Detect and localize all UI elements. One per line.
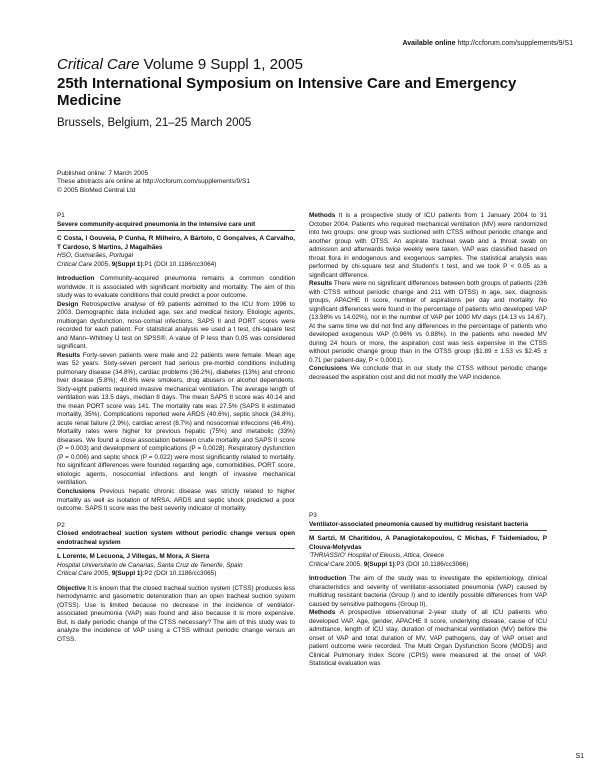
abstract-id: P1 — [57, 212, 65, 219]
section-label: Conclusions — [309, 365, 348, 373]
abstract-id: P3 — [309, 512, 317, 519]
abstract-id: P2 — [57, 521, 65, 529]
citation-journal: Critical Care — [57, 260, 93, 268]
citation-year: 2005, — [92, 260, 112, 268]
section-label: Introduction — [57, 275, 95, 283]
citation — [57, 261, 295, 270]
section-text: There were no significant differences between both groups of patients (236 with CTSS without periodic change and 211 with OTSS) in age, sex, diagnosis groups, APACHE II score, number of aspirations per day and mortality. No significant differences were found in the percentage of patients who developed VAP (13.98% vs 14.02%), nor in the number of VAP per 1000 MV days (14.13 vs 14.67). At the same time we did not find any differences in the percentage of patients who developed exogenous VAP (0.96% vs 0.88%). In the patients who needed MV during 24 hours or more, the aspiration cost was less expensive in the CTSS without periodic change group than in the OTSS group ($1.89 ± 1.53 vs $2.45 ± 0.71 per patient-day, P < 0.0001). — [309, 280, 547, 364]
section-conclusions — [57, 488, 295, 514]
section-results — [57, 352, 295, 488]
title-rule — [309, 530, 547, 531]
journal-name: Critical Care — [57, 56, 140, 73]
title-rule — [57, 230, 295, 231]
citation-year: 2005, — [92, 570, 112, 578]
section-objective — [57, 585, 295, 645]
citation — [57, 570, 295, 579]
publication-info — [57, 170, 250, 195]
page-number: S1 — [575, 753, 584, 760]
author-list: M Sartzi, M Charitidou, A Panagiotakopoulou, C Michas, F Tsidemiadou, P Clouva-Molyvdas — [309, 535, 547, 551]
journal-line — [57, 56, 303, 73]
copyright: © 2005 BioMed Central Ltd — [57, 186, 136, 194]
citation-doi[interactable]: :P2 (DOI 10.1186/cc3065) — [142, 570, 217, 578]
available-url[interactable]: http://ccforum.com/supplements/9/S1 — [457, 40, 573, 47]
page-title: 25th International Symposium on Intensive Care and Emergency Medicine — [57, 75, 517, 109]
affiliation: HSO, Guimarães, Portugal — [57, 252, 134, 260]
section-label: Methods — [309, 212, 336, 219]
section-label: Introduction — [309, 575, 347, 583]
citation-volume: 9(Suppl 1) — [111, 260, 143, 268]
section-text: Previous hepatic chronic disease was strictly related to higher mortality as well as isolation of MRSA. ARDS and septic shock predicted a poor outcome. SAPS II score was the best severity indicator of mortality. — [57, 487, 295, 513]
availability-line — [402, 40, 573, 47]
citation-doi[interactable]: :P3 (DOI 10.1186/cc3066) — [394, 560, 469, 568]
section-label: Conclusions — [57, 487, 96, 495]
section-text: We conclude that in our study the CTSS without periodic change decreased the aspiration cost and did not modify the VAP incidence. — [309, 365, 547, 381]
section-results — [309, 280, 547, 365]
journal-issue: Volume 9 Suppl 1, 2005 — [139, 56, 303, 73]
citation-journal: Critical Care — [57, 570, 93, 578]
citation — [309, 561, 547, 570]
section-text: Retrospective analyse of 69 patients admitted to the ICU from 1996 to 2003. Demographic data included age, sex and medical history. Etiologic agents, multiorgan dysfunction, noso-comial infections, SAPS II and PORT scores were recorded for each patient. For statistical analysis we used a t test, chi-square test and Mann–Whitney U test on SPSS®. A value of P less than 0.05 was considered significant. — [57, 300, 295, 351]
section-label: Results — [309, 280, 333, 288]
section-label: Design — [57, 300, 79, 308]
section-label: Objective — [57, 584, 86, 592]
affiliation: 'THRIASSIO' Hospital of Eleusis, Attica, Greece — [309, 552, 445, 560]
section-text: Community-acquired pneumonia remains a common condition worldwide. It is associated with significant morbidity and mortality. The aim of this study was to evaluate conditions that could predict a poor outcome. — [57, 275, 295, 300]
section-methods — [309, 609, 547, 669]
right-column-p3 — [309, 512, 547, 669]
section-text: A prospective observational 2-year study of all ICU patients who developed VAP. Age, gender, APACHE II score, underlying disease, cause of ICU admittance, length of ICU stay, duration of mechanical ventilation (MV) before the onset of VAP and total duration of MV, VAP pathogens, day of VAP onset and patient outcome were recorded. The Multi Organ Dysfunction Score (MODS) and Clinical Pulmonary Index Score (CPIS) were measured at the onset of VAP. Statistical evaluation was — [309, 609, 547, 668]
meeting-location: Brussels, Belgium, 21–25 March 2005 — [57, 117, 252, 129]
abstract-title: Closed endotracheal suction system without periodic change versus open endotracheal system — [57, 530, 295, 546]
available-label: Available online — [402, 40, 456, 47]
left-column — [57, 212, 295, 644]
abstract-title: Severe community-acquired pneumonia in the intensive care unit — [57, 220, 256, 228]
section-text: Forty-seven patients were male and 22 patients were female. Mean age was 52 years. Sixty-seven percent had serious pre-morbid conditions including pulmonary disease (34.8%), cardiac problems (36.2%), diabetes (13%) and chronic liver disease (5.8%); 40.6% were smokers, drug abusers or alcohol dependents. Sixty-eight patients required invasive mechanical ventilation. The average length of ventilation was 13.5 days, median 8 days. The mean SAPS II score was 40.14 and the mean PORT score was 141. The mortality rate was 27.5% (SAPS II estimated mortality, 35%). Complications reported were ARDS (40.6%), septic shock (34.8%), acute renal failure (2.9%), cardiac arrest (8.7%) and nosocomial infeccions (46.4%). Mortality rates were higher for previous hepatic (75%) and metabolic (33%) diseases. We found a close association between crude mortality and SAPS II score (P = 0.003) and development of complications (P = 0.0028). Respiratory dysfunction (P = 0.006) and septic shock (P = 0.022) were most significantly related to mortality. No significant differences were founded regarding age, comorbidities, PORT score, etiologic agents, nosocomial infections and length of invasive mechanical ventilation. — [57, 351, 295, 487]
author-list: C Costa, I Gouveia, P Cunha, R Milheiro, A Bártolo, C Gonçalves, A Carvalho, T Cardoso, S Martins, J Magalhães — [57, 235, 295, 251]
section-conclusions — [309, 365, 547, 382]
section-methods — [309, 212, 547, 280]
citation-year: 2005, — [344, 560, 364, 568]
citation-doi[interactable]: :P1 (DOI 10.1186/cc3064) — [142, 260, 217, 268]
citation-volume: 9(Suppl 1) — [111, 570, 143, 578]
section-label: Results — [57, 351, 81, 359]
affiliation: Hospital Universitario de Canarias, Santa Cruz de Tenerife, Spain — [57, 561, 243, 569]
right-column — [309, 212, 547, 382]
author-list: L Lorente, M Lecuona, J Villegas, M Mora, A Sierra — [57, 553, 210, 561]
published-date: Published online: 7 March 2005 — [57, 170, 149, 177]
citation-journal: Critical Care — [309, 560, 345, 568]
section-text: The aim of the study was to investigate the epidemiology, clinical characteristics and severity of ventilator-associated pneumonia (VAP) caused by multidrug resistant bacteria (Group I) and to identify possible differences from VAP caused by sensitive pathogens (Group II). — [309, 575, 547, 608]
citation-volume: 9(Suppl 1) — [363, 560, 395, 568]
title-rule — [57, 548, 295, 549]
section-text: It is a prospective study of ICU patients from 1 January 2004 to 31 October 2004. Patients who required mechanical ventilation (MV) were randomized into two groups: one group was suctioned with CTSS without periodic change and another group with OTSS. An aspirate tracheal swab and a throat swab on admission and afterwards twice weekly were taken. VAP was classified based on throat flora in endogenous and exogenous samples. The statistical analysis was performed by chi-square test and Student's t test, and we took P < 0.05 as a significant difference. — [309, 212, 547, 279]
section-text: It is known that the closed tracheal suction system (CTSS) produces less hemodynamic and gasometric deterioration than an open tracheal suction system (OTSS). Use is limited because no decrease in the incidence of ventilator-associated pneumonia (VAP) was found and also because it is more expensive. But, is daily periodic change of the CTSS necessary? The aim of this study was to analyze the incidence of VAP using a CTSS without periodic change versus an OTSS. — [57, 584, 295, 643]
section-label: Methods — [309, 609, 336, 617]
section-introduction — [309, 575, 547, 609]
abstract-title: Ventilator-associated pneumonia caused by multidrug resistant bacteria — [309, 520, 529, 528]
online-note: These abstracts are online at http://ccforum.com/supplements/9/S1 — [57, 178, 250, 186]
section-introduction — [57, 275, 295, 301]
section-design — [57, 301, 295, 352]
